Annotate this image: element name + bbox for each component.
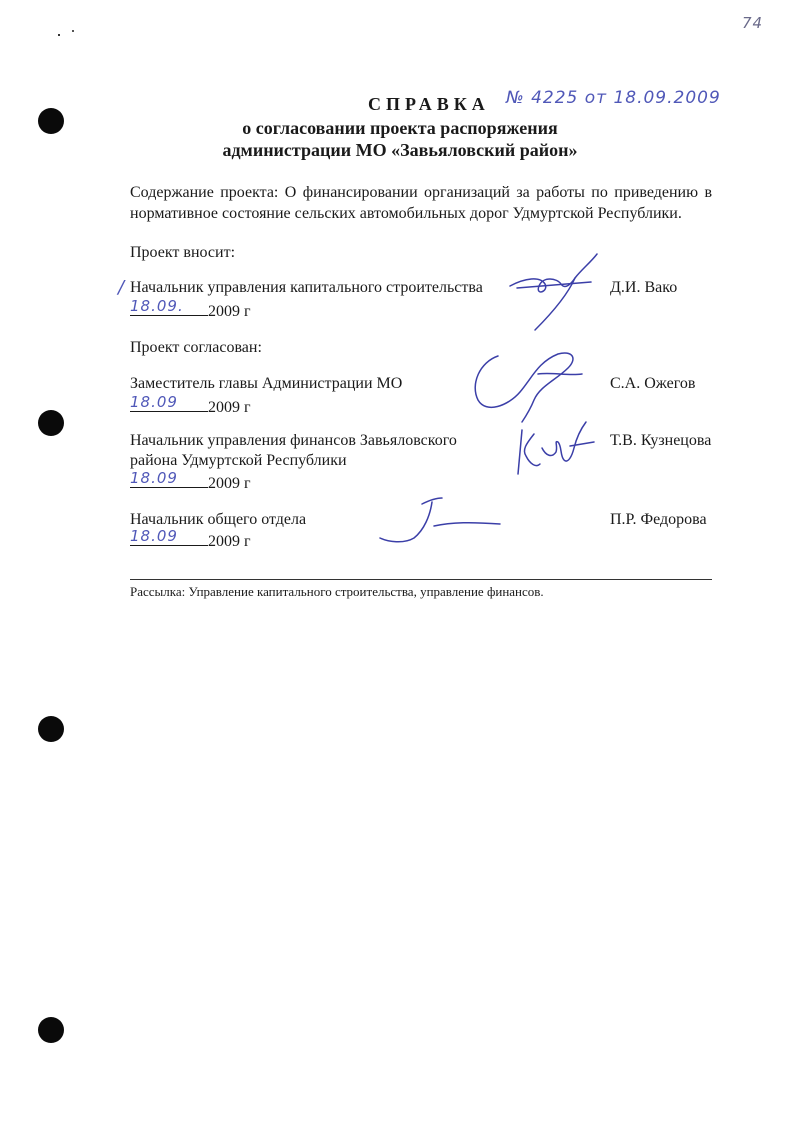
signatory-position: Заместитель главы Администрации МО: [130, 375, 403, 392]
divider-line: [130, 579, 712, 580]
signatory-name: С.А. Ожегов: [610, 375, 696, 392]
signatory-position-line2: района Удмуртской Республики: [130, 452, 347, 469]
handwritten-reference-number: № 4225 от 18.09.2009: [506, 88, 721, 108]
document-title: СПРАВКА: [368, 94, 490, 114]
approval-date-line: [130, 469, 251, 493]
document-subtitle-line2: администрации МО «Завьяловский район»: [222, 140, 578, 160]
signature-vako: [505, 248, 615, 338]
approval-date-line: [130, 527, 251, 551]
date-year: 2009 г: [208, 533, 251, 550]
signatory-position: Начальник управления финансов Завьяловского: [130, 432, 457, 449]
scan-speck: [58, 34, 60, 36]
document-subtitle: о согласовании проекта распоряжения: [242, 118, 558, 138]
date-year: 2009 г: [208, 303, 251, 320]
signatory-name: Д.И. Вако: [610, 279, 678, 296]
mailing-list: Рассылка: Управление капитального строительства, управление финансов.: [130, 584, 544, 599]
project-content: Содержание проекта: О финансировании организаций за работы по приведению в нормативное состояние сельских автомобильных дорог Удмуртской Республики.: [130, 184, 712, 222]
handwritten-date: 18.09: [130, 527, 178, 545]
handwritten-date: 18.09: [130, 393, 178, 411]
handwritten-date: 18.09.: [130, 297, 184, 315]
signatory-position: Начальник общего отдела: [130, 511, 307, 528]
date-year: 2009 г: [208, 475, 251, 492]
date-year: 2009 г: [208, 399, 251, 416]
signature-fedorova: [372, 492, 512, 552]
approval-date-line: [130, 297, 251, 321]
punch-hole: [38, 716, 64, 742]
signatory-name: П.Р. Федорова: [610, 511, 707, 528]
handwritten-date: 18.09: [130, 469, 178, 487]
approval-date-line: [130, 393, 251, 417]
punch-hole: [38, 410, 64, 436]
signature-kuznetsova: [512, 412, 602, 482]
punch-hole: [38, 1017, 64, 1043]
page-number: 74: [742, 14, 764, 32]
scan-speck: [72, 30, 74, 32]
margin-mark: /: [118, 277, 126, 298]
signatory-position: Начальник управления капитального строительства: [130, 279, 483, 296]
introduced-label: Проект вносит:: [130, 244, 236, 261]
agreed-label: Проект согласован:: [130, 339, 262, 356]
signatory-name: Т.В. Кузнецова: [610, 432, 712, 449]
